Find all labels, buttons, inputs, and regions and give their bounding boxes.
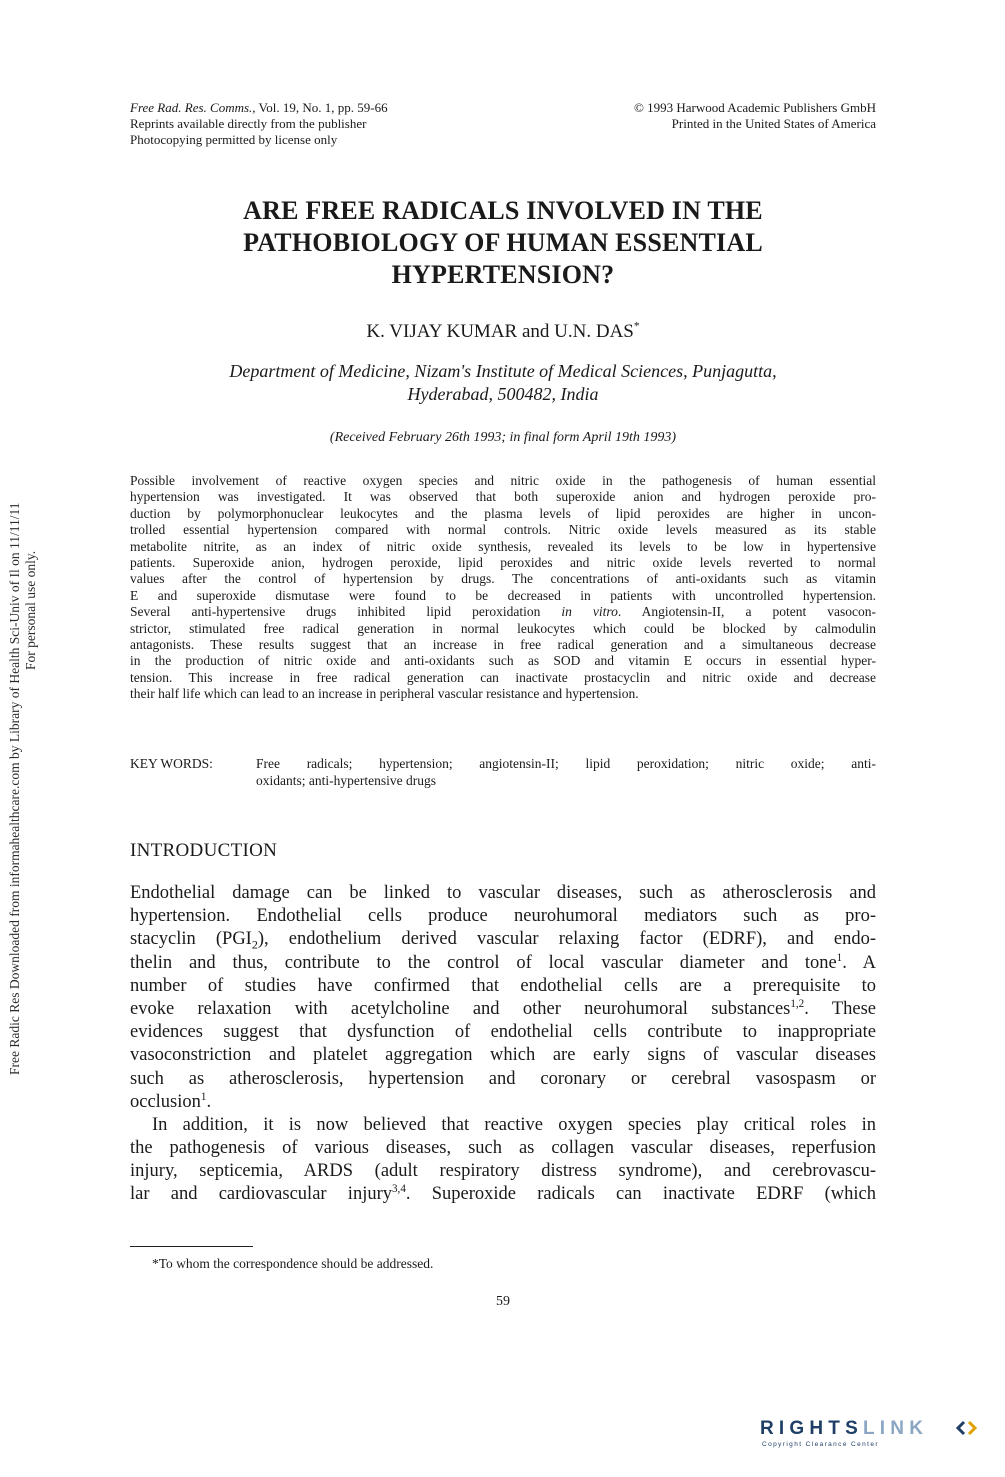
chevron-left-icon (958, 1422, 964, 1434)
title-line: HYPERTENSION? (391, 260, 615, 289)
journal-citation (130, 100, 550, 148)
abstract-line: tension. This increase in free radical generation can inactivate prostacyclin and nitric oxide and decrease (130, 669, 876, 685)
citation-ref: 1 (200, 1090, 207, 1103)
watermark-line: For personal use only. (23, 550, 38, 670)
body-line (130, 1091, 876, 1114)
abstract-line: E and superoxide dismutase were found to be decreased in patients with uncontrolled hypertension. (130, 587, 876, 603)
abstract-line: antagonists. These results suggest that an increase in free radical generation and a simultaneous decrease (130, 636, 876, 652)
title-line: ARE FREE RADICALS INVOLVED IN THE (243, 196, 763, 225)
body-line (130, 998, 876, 1021)
body-text: . These (804, 998, 876, 1019)
rightslink-tagline: Copyright Clearance Center (762, 1441, 879, 1448)
page-number: 59 (496, 1294, 510, 1309)
introduction-body (130, 882, 876, 1207)
body-line (130, 952, 876, 975)
body-text: . (206, 1091, 212, 1112)
body-text: . Superoxide radicals can inactivate EDRF (which (405, 1184, 876, 1205)
body-line: evidences suggest that dysfunction of endothelial cells contribute to inappropriate (130, 1022, 876, 1043)
citation-line (130, 100, 550, 116)
footnote-rule (130, 1246, 253, 1247)
abstract-line: strictor, stimulated free radical generation in normal leukocytes which could be blocked by calmodulin (130, 620, 876, 636)
keywords-line: oxidants; anti-hypertensive drugs (256, 773, 436, 788)
body-line: injury, septicemia, ARDS (adult respiratory distress syndrome), and cerebrovascu- (130, 1161, 876, 1182)
citation-ref: 3,4 (392, 1183, 406, 1196)
subscript: 2 (251, 938, 258, 953)
article-title (130, 195, 876, 291)
abstract (130, 473, 876, 702)
download-watermark (0, 0, 46, 1477)
logo-word-link: LINK (862, 1418, 929, 1439)
chevron-right-icon (969, 1422, 975, 1434)
affiliation (130, 360, 876, 406)
body-line: In addition, it is now believed that reactive oxygen species play critical roles in (152, 1114, 876, 1135)
body-text: occlusion (130, 1091, 201, 1112)
citation-ref: 1,2 (790, 997, 805, 1010)
abstract-line: hypertension was investigated. It was observed that both superoxide anion and hydrogen peroxide pro- (130, 489, 876, 505)
affiliation-line: Department of Medicine, Nizam's Institute of Medical Sciences, Punjagutta, (229, 361, 777, 381)
abstract-text: . Angiotensin-II, a potent vasocon- (617, 604, 876, 620)
body-line (130, 1183, 876, 1206)
body-line: such as atherosclerosis, hypertension and coronary or cerebral vasospasm or (130, 1068, 876, 1089)
section-heading: INTRODUCTION (130, 840, 278, 861)
body-text: thelin and thus, contribute to the control of local vascular diameter and tone (130, 952, 837, 973)
abstract-line: Possible involvement of reactive oxygen species and nitric oxide in the pathogenesis of human essential (130, 473, 876, 488)
body-line: number of studies have confirmed that endothelial cells are a prerequisite to (130, 975, 876, 996)
body-text: stacyclin (PGI (130, 929, 252, 950)
title-line: PATHOBIOLOGY OF HUMAN ESSENTIAL (243, 228, 763, 257)
body-text: lar and cardiovascular injury (130, 1184, 392, 1205)
abstract-line: trolled essential hypertension compared with normal controls. Nitric oxide levels measured as its stable (130, 522, 876, 538)
citation-volume: , Vol. 19, No. 1, pp. 59-66 (252, 100, 388, 115)
citation-ref: 1 (836, 951, 843, 964)
corresponding-author-mark: * (633, 320, 640, 333)
rightslink-wordmark (760, 1418, 928, 1439)
rightslink-logo[interactable] (758, 1413, 988, 1449)
rightslink-logo-graphic (758, 1413, 988, 1449)
abstract-italic: in vitro (561, 604, 618, 620)
watermark-line: Free Radic Res Downloaded from informahealthcare.com by Library of Health Sci-Univ of Il on 11/11/11 (7, 502, 22, 1075)
body-line (130, 928, 876, 951)
affiliation-line: Hyderabad, 500482, India (407, 384, 599, 404)
keywords-label: KEY WORDS: (130, 756, 213, 771)
body-line: vasoconstriction and platelet aggregation which are early signs of vascular diseases (130, 1045, 876, 1066)
keywords-line: Free radicals; hypertension; angiotensin-II; lipid peroxidation; nitric oxide; anti- (256, 756, 876, 771)
footnote: *To whom the correspondence should be addressed. (152, 1256, 434, 1271)
abstract-line: in the production of nitric oxide and anti-oxidants such as SOD and vitamin E occurs in essential hyper- (130, 653, 876, 669)
reprints-line: Reprints available directly from the publisher (130, 116, 367, 131)
abstract-text: Several anti-hypertensive drugs inhibited lipid peroxidation (130, 604, 562, 620)
body-text: ), endothelium derived vascular relaxing factor (EDRF), and endo- (257, 929, 876, 950)
body-text: . A (842, 952, 876, 973)
body-text: evoke relaxation with acetylcholine and other neurohumoral substances (130, 998, 791, 1019)
abstract-line: values after the control of hypertension by drugs. The concentrations of anti-oxidants such as vitamin (130, 571, 876, 587)
abstract-line: their half life which can lead to an increase in peripheral vascular resistance and hypertension. (130, 686, 639, 702)
body-line: the pathogenesis of various diseases, such as collagen vascular diseases, reperfusion (130, 1138, 876, 1159)
journal-name: Free Rad. Res. Comms. (130, 100, 253, 115)
publisher-info (496, 100, 876, 132)
body-line: Endothelial damage can be linked to vascular diseases, such as atherosclerosis and (130, 883, 876, 903)
copyright-line: © 1993 Harwood Academic Publishers GmbH (633, 100, 876, 115)
authors-text: K. VIJAY KUMAR and U.N. DAS (366, 321, 634, 342)
received-dates: (Received February 26th 1993; in final form April 19th 1993) (329, 430, 677, 445)
abstract-line: metabolite nitrite, as an index of nitric oxide synthesis, revealed its levels to be low in hypertensive (130, 538, 876, 554)
printed-line: Printed in the United States of America (671, 116, 876, 131)
abstract-line: duction by polymorphonuclear leukocytes and the plasma levels of lipid peroxides are higher in uncon- (130, 505, 876, 521)
author-list (130, 320, 876, 344)
abstract-line: patients. Superoxide anion, hydrogen peroxide, lipid peroxides and nitric oxide levels reverted to normal (130, 554, 876, 570)
body-line: hypertension. Endothelial cells produce neurohumoral mediators such as pro- (130, 906, 876, 927)
keywords-list (256, 755, 876, 789)
abstract-line (130, 604, 876, 620)
logo-word-rights: RIGHTS (760, 1418, 863, 1439)
photocopy-line: Photocopying permitted by license only (130, 132, 338, 147)
